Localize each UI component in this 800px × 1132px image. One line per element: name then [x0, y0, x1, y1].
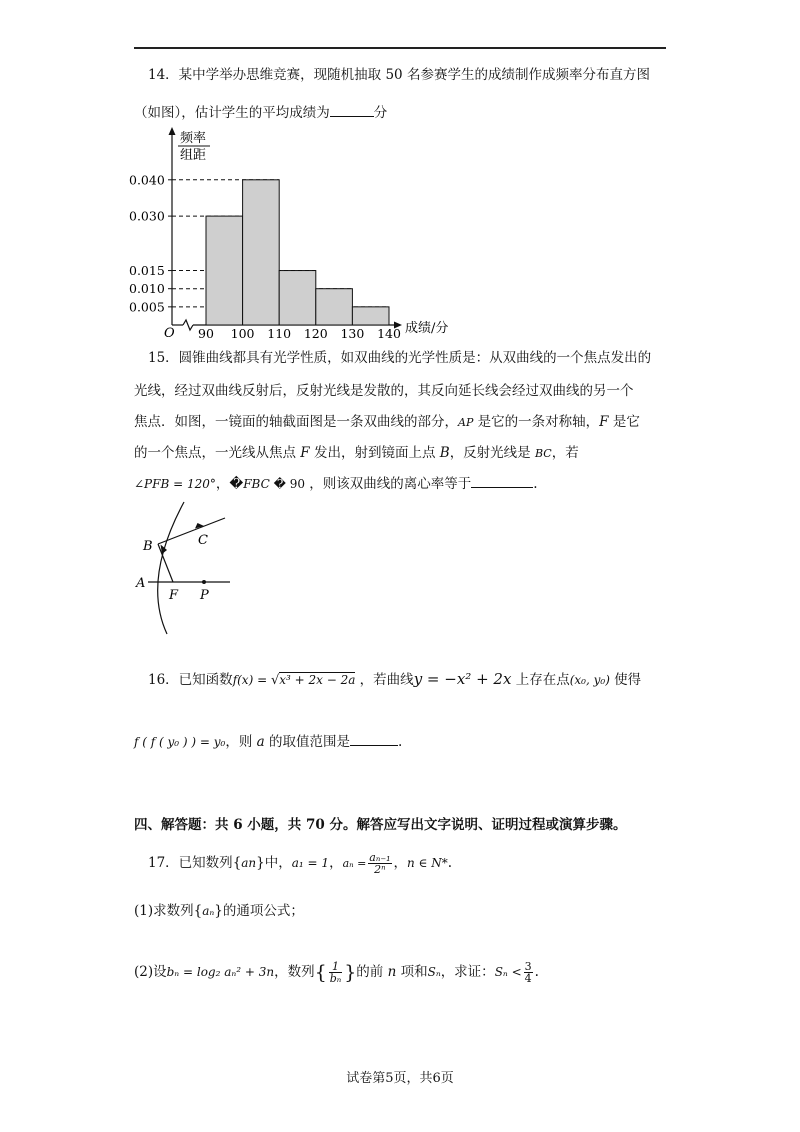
- reciprocal-fraction: [329, 961, 343, 984]
- sn-symbol: Sₙ: [427, 965, 441, 979]
- reciprocal-numerator: 1: [329, 961, 343, 973]
- bn-definition: bₙ = log₂ aₙ² + 3n: [166, 965, 275, 979]
- bound-numerator: 3: [524, 960, 532, 973]
- focus-f-2: F: [300, 445, 310, 461]
- q15-text-d: 的一个焦点，一光线从焦点: [134, 445, 301, 461]
- composition-expr: f ( f ( y₀ ) ) = y₀: [134, 735, 226, 749]
- q17-comma: ，: [329, 855, 343, 871]
- histogram-bar: [279, 271, 316, 325]
- recurrence-denominator: 2ⁿ: [374, 863, 386, 876]
- q17-period: .: [447, 855, 453, 871]
- point-p-dot: [202, 580, 206, 584]
- answer-blank: [350, 733, 398, 746]
- bound-fraction: [524, 961, 533, 984]
- sequence-braces: {: [193, 903, 203, 919]
- y-label-top: 频率: [180, 131, 207, 146]
- q15-line1: 15．圆锥曲线都具有光学性质，如双曲线的光学性质是：从双曲线的一个焦点发出的: [148, 350, 652, 366]
- part2-text-d: 项和: [396, 964, 428, 980]
- section-heading: 四、解答题：共 6 小题，共 70 分。解答应写出文字说明、证明过程或演算步骤。: [134, 817, 627, 833]
- q14-line1: 14．某中学举办思维竞赛，现随机抽取 50 名参赛学生的成绩制作成频率分布直方图: [148, 67, 650, 83]
- q15-garbled-1: ，�: [215, 476, 244, 492]
- q17-text-b: 中，: [264, 855, 292, 871]
- sqrt-sign: √: [270, 673, 280, 688]
- y-tick-label: 0.010: [129, 281, 165, 297]
- origin-label: O: [164, 326, 175, 340]
- focus-f: F: [599, 414, 609, 430]
- bound-denominator: 4: [524, 972, 532, 985]
- reflected-ray: [158, 518, 225, 544]
- x-tick-label: 90: [198, 326, 214, 340]
- q17-line1: [148, 847, 452, 880]
- part2-text-c: 的前: [356, 964, 388, 980]
- part1-text-b: 的通项公式；: [222, 903, 304, 919]
- hyperbola-diagram: [132, 500, 252, 640]
- hyperbola-branch: [158, 502, 184, 634]
- histogram-bar: [243, 180, 280, 325]
- sequence-brace-close: }: [214, 903, 223, 919]
- inequality-lhs: Sₙ <: [494, 965, 522, 979]
- q15-line5: [134, 474, 538, 494]
- curve-expr: y = −x² + 2x: [413, 670, 512, 688]
- x-tick-label: 140: [377, 326, 401, 340]
- point-b: B: [439, 445, 450, 461]
- q17-part1: [134, 897, 304, 925]
- x-tick-label: 100: [230, 326, 255, 340]
- symmetry-axis-ap: AP: [458, 416, 474, 429]
- initial-term: a₁ = 1: [291, 856, 330, 870]
- q15-text-c: 是它: [608, 414, 640, 430]
- q16-period: .: [398, 734, 403, 750]
- part2-text-e: ，求证：: [440, 964, 495, 980]
- y-tick-label: 0.005: [129, 299, 165, 315]
- q16-text-a: 16．已知函数: [148, 672, 233, 688]
- x-tick-label: 130: [340, 326, 365, 340]
- var-n: n: [387, 964, 397, 980]
- label-c: C: [198, 533, 208, 548]
- q15-line4: [134, 443, 579, 464]
- y-axis-arrow: [169, 127, 176, 135]
- histogram-bar: [206, 216, 243, 325]
- x-axis-unit: 成绩/分: [405, 321, 449, 336]
- part2-period: .: [534, 964, 539, 980]
- q14-text: （如图），估计学生的平均成绩为: [134, 105, 330, 121]
- q15-text-f: ，反射光线是: [449, 445, 535, 461]
- sequence-an-2: aₙ: [202, 904, 215, 918]
- histogram-bar: [316, 289, 353, 325]
- q17-text-a: 17．已知数列: [148, 855, 233, 871]
- q15-line3: [134, 412, 640, 433]
- recurrence-lhs: aₙ =: [342, 857, 367, 870]
- q15-period: .: [533, 476, 538, 492]
- sequence-braces: {: [232, 855, 242, 871]
- angle-pfb: ∠PFB = 120°: [134, 477, 216, 491]
- reciprocal-denominator: bₙ: [329, 972, 342, 985]
- q15-garbled-2: � 90: [269, 477, 305, 491]
- label-b: B: [143, 539, 153, 554]
- var-a: a: [256, 734, 265, 750]
- histogram-bar: [352, 307, 389, 325]
- q17-part2: [134, 952, 539, 993]
- brace-close: }: [344, 961, 357, 984]
- q14-line2: [134, 103, 387, 123]
- part1-text-a: (1)求数列: [134, 903, 194, 919]
- q16-line1: [148, 665, 641, 695]
- label-a: A: [136, 576, 146, 591]
- q15-text-g: ，若: [551, 445, 579, 461]
- y-tick-label: 0.030: [129, 208, 165, 224]
- q15-text-a: 焦点．如图，一镜面的轴截面图是一条双曲线的部分，: [134, 414, 458, 430]
- q15-text-b: 是它的一条对称轴，: [473, 414, 600, 430]
- q16-text-f: 的取值范围是: [264, 734, 351, 750]
- brace-open: {: [314, 961, 327, 984]
- sqrt-radicand: x³ + 2x − 2a: [279, 673, 356, 687]
- label-p: P: [200, 588, 209, 603]
- q15-text-e: 发出，射到镜面上点: [309, 445, 440, 461]
- angle-fbc: FBC: [243, 477, 270, 491]
- label-f: F: [169, 588, 179, 603]
- recurrence-fraction: [368, 852, 391, 875]
- q15-text-h: ，则该双曲线的离心率等于: [304, 476, 472, 492]
- point-x0-y0: (x₀, y₀): [569, 673, 610, 687]
- q16-text-d: 使得: [609, 672, 642, 688]
- answer-blank: [471, 475, 533, 488]
- function-f: f(x) =: [232, 673, 271, 687]
- part2-text-b: ，数列: [274, 964, 315, 980]
- axis-break-icon: [183, 320, 193, 330]
- q17-comma-2: ，: [393, 855, 408, 871]
- q16-text-e: ，则: [225, 734, 257, 750]
- y-tick-label: 0.040: [129, 172, 165, 188]
- recurrence-numerator: aₙ₋₁: [369, 851, 391, 864]
- q16-text-c: 上存在点: [511, 672, 570, 688]
- y-tick-label: 0.015: [129, 263, 165, 279]
- sequence-brace-close: }: [256, 855, 265, 871]
- part2-text-a: (2)设: [134, 964, 167, 980]
- ray-bc: BC: [534, 447, 552, 460]
- frequency-histogram: [128, 125, 458, 340]
- x-tick-label: 120: [303, 326, 328, 340]
- q16-text-b: ，若曲线: [355, 672, 414, 688]
- page-footer: 试卷第5页，共6页: [346, 1071, 454, 1086]
- y-label-bottom: 组距: [180, 148, 207, 163]
- q14-unit: 分: [373, 105, 388, 121]
- q15-line2: 光线，经过双曲线反射后，反射光线是发散的，其反向延长线会经过双曲线的另一个: [134, 383, 634, 399]
- answer-blank: [330, 104, 374, 117]
- x-tick-label: 110: [267, 326, 292, 340]
- header-rule: [134, 47, 666, 49]
- n-domain: n ∈ N*: [407, 856, 448, 870]
- q16-line2: [134, 732, 402, 752]
- sequence-an: an: [241, 856, 257, 870]
